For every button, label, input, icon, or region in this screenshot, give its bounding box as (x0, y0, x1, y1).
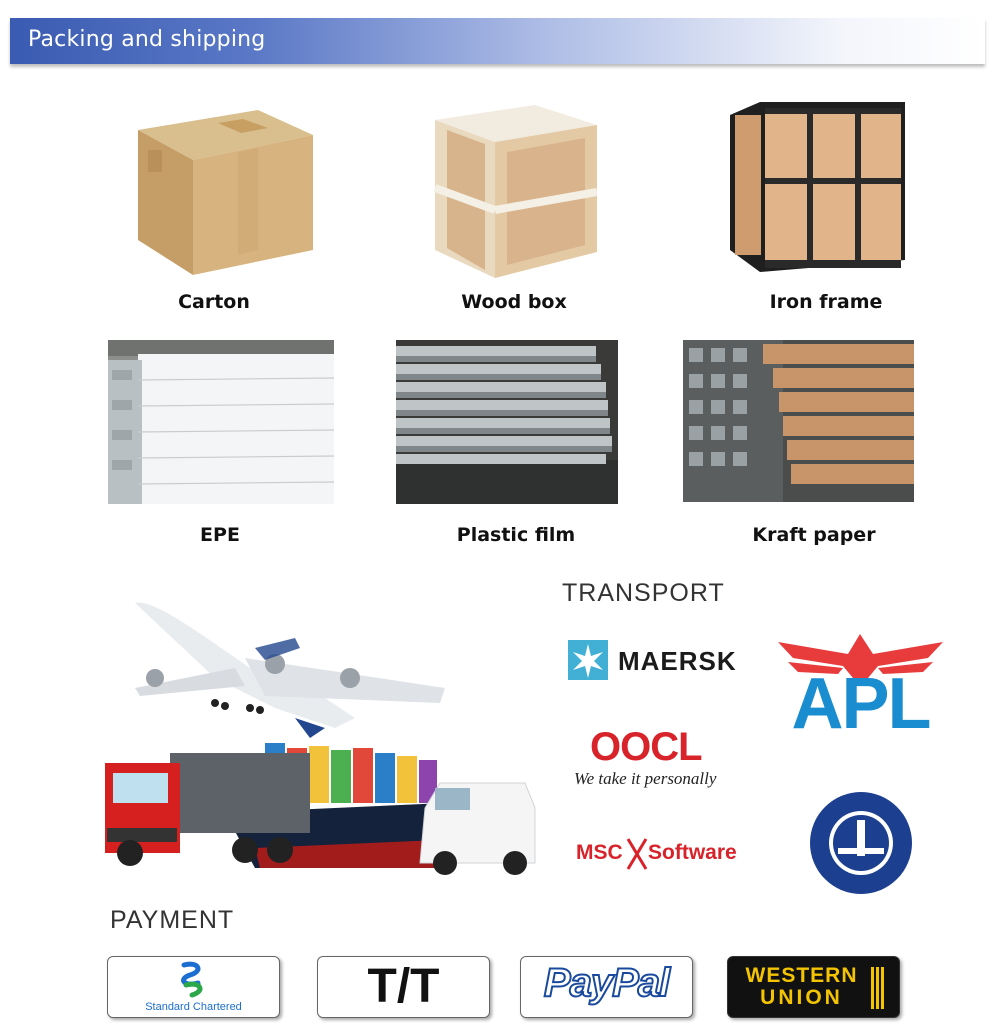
msc-x-icon (626, 837, 648, 871)
western-union-card (727, 956, 900, 1018)
western-union-line-1: WESTERN (745, 964, 858, 987)
standard-chartered-wordmark: Standard Chartered (145, 1001, 242, 1013)
maersk-wordmark: MAERSK (618, 646, 737, 676)
transport-illustration (95, 578, 545, 878)
packing-label-iron-frame: Iron frame (769, 291, 883, 313)
packing-label-epe: EPE (200, 524, 240, 546)
page-title: Packing and shipping (28, 27, 266, 52)
wood-box-icon (425, 100, 605, 282)
iron-frame-icon (725, 100, 910, 275)
tt-card (317, 956, 490, 1018)
western-union-bars-icon (871, 967, 885, 1009)
section-header-banner (10, 18, 985, 64)
paypal-wordmark: PayPal (543, 961, 670, 1005)
packing-label-carton: Carton (178, 291, 250, 313)
tt-wordmark: T/T (367, 960, 440, 1013)
kraft-paper-icon (683, 340, 914, 502)
western-union-line-2: UNION (760, 986, 843, 1009)
standard-chartered-card (107, 956, 280, 1018)
apl-wordmark: APL (791, 664, 930, 744)
plastic-film-icon (396, 340, 618, 504)
paypal-card (520, 956, 693, 1018)
apl-logo (778, 632, 943, 742)
truck-icon (105, 753, 310, 866)
cosco-seal-logo (808, 790, 914, 896)
payment-heading: PAYMENT (110, 906, 235, 934)
oocl-wordmark: OOCL (590, 725, 702, 769)
airplane-icon (135, 603, 445, 738)
software-wordmark: Software (648, 841, 737, 864)
packing-label-kraft-paper: Kraft paper (752, 524, 876, 546)
carton-box-icon (108, 90, 318, 280)
packing-label-plastic-film: Plastic film (456, 524, 576, 546)
maersk-logo (568, 640, 753, 682)
msc-software-logo (576, 835, 746, 875)
van-icon (420, 783, 535, 875)
transport-heading: TRANSPORT (562, 579, 725, 607)
oocl-tagline: We take it personally (574, 769, 717, 788)
standard-chartered-icon (178, 961, 208, 999)
epe-foam-icon (108, 340, 334, 504)
packing-label-wood-box: Wood box (461, 291, 567, 313)
msc-wordmark: MSC (576, 841, 623, 864)
oocl-logo (570, 725, 750, 795)
